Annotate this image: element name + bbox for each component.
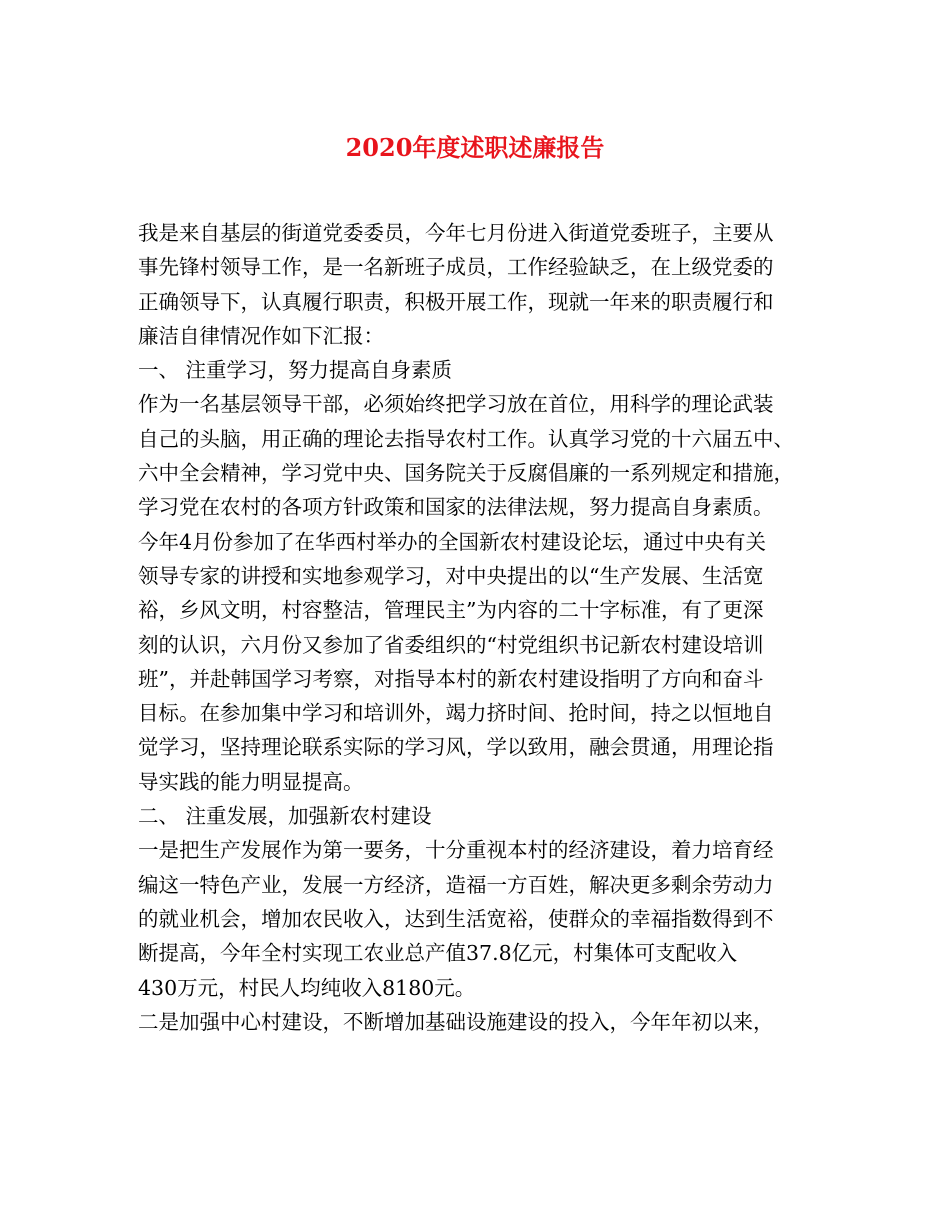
document-title: 2020年度述职述廉报告 bbox=[345, 133, 605, 162]
text-line: 事先锋村领导工作，是一名新班子成员，工作经验缺乏，在上级党委的 bbox=[138, 255, 774, 280]
section-heading: 一、 注重学习，努力提高自身素质 bbox=[138, 358, 453, 383]
text-line: 目标。在参加集中学习和培训外，竭力挤时间、抢时间，持之以恒地自 bbox=[138, 701, 774, 726]
text-line: 断提高，今年全村实现工农业总产值37.8亿元，村集体可支配收入 bbox=[138, 941, 738, 966]
text-line: 自己的头脑，用正确的理论去指导农村工作。认真学习党的十六届五中、 bbox=[138, 426, 794, 451]
text-line: 一是把生产发展作为第一要务，十分重视本村的经济建设，着力培育经 bbox=[138, 838, 774, 863]
text-line: 觉学习，坚持理论联系实际的学习风，学以致用，融会贯通，用理论指 bbox=[138, 735, 774, 760]
text-line: 正确领导下，认真履行职责，积极开展工作，现就一年来的职责履行和 bbox=[138, 289, 774, 314]
text-line: 今年4月份参加了在华西村举办的全国新农村建设论坛，通过中央有关 bbox=[138, 529, 767, 554]
text-line: 班”，并赴韩国学习考察，对指导本村的新农村建设指明了方向和奋斗 bbox=[138, 666, 764, 691]
text-line: 导实践的能力明显提高。 bbox=[138, 769, 364, 794]
text-line: 我是来自基层的街道党委委员，今年七月份进入街道党委班子，主要从 bbox=[138, 221, 774, 245]
text-line: 430万元，村民人均纯收入8180元。 bbox=[138, 975, 476, 1000]
text-line: 廉洁自律情况作如下汇报： bbox=[138, 323, 384, 348]
text-line: 编这一特色产业，发展一方经济，造福一方百姓，解决更多剩余劳动力 bbox=[138, 872, 774, 897]
text-line: 领导专家的讲授和实地参观学习，对中央提出的以“生产发展、生活宽 bbox=[138, 563, 764, 588]
document-body bbox=[138, 216, 818, 1039]
text-line: 作为一名基层领导干部，必须始终把学习放在首位，用科学的理论武装 bbox=[138, 392, 774, 417]
text-line: 刻的认识，六月份又参加了省委组织的“村党组织书记新农村建设培训 bbox=[138, 632, 764, 657]
text-line: 二是加强中心村建设，不断增加基础设施建设的投入，今年年初以来， bbox=[138, 1009, 774, 1034]
text-line: 的就业机会，增加农民收入，达到生活宽裕，使群众的幸福指数得到不 bbox=[138, 906, 774, 931]
text-line: 学习党在农村的各项方针政策和国家的法律法规，努力提高自身素质。 bbox=[138, 495, 774, 520]
section-heading: 二、 注重发展，加强新农村建设 bbox=[138, 804, 432, 829]
text-line: 裕，乡风文明，村容整洁，管理民主”为内容的二十字标准，有了更深 bbox=[138, 598, 764, 623]
text-line: 六中全会精神，学习党中央、国务院关于反腐倡廉的一系列规定和措施， bbox=[138, 461, 794, 486]
